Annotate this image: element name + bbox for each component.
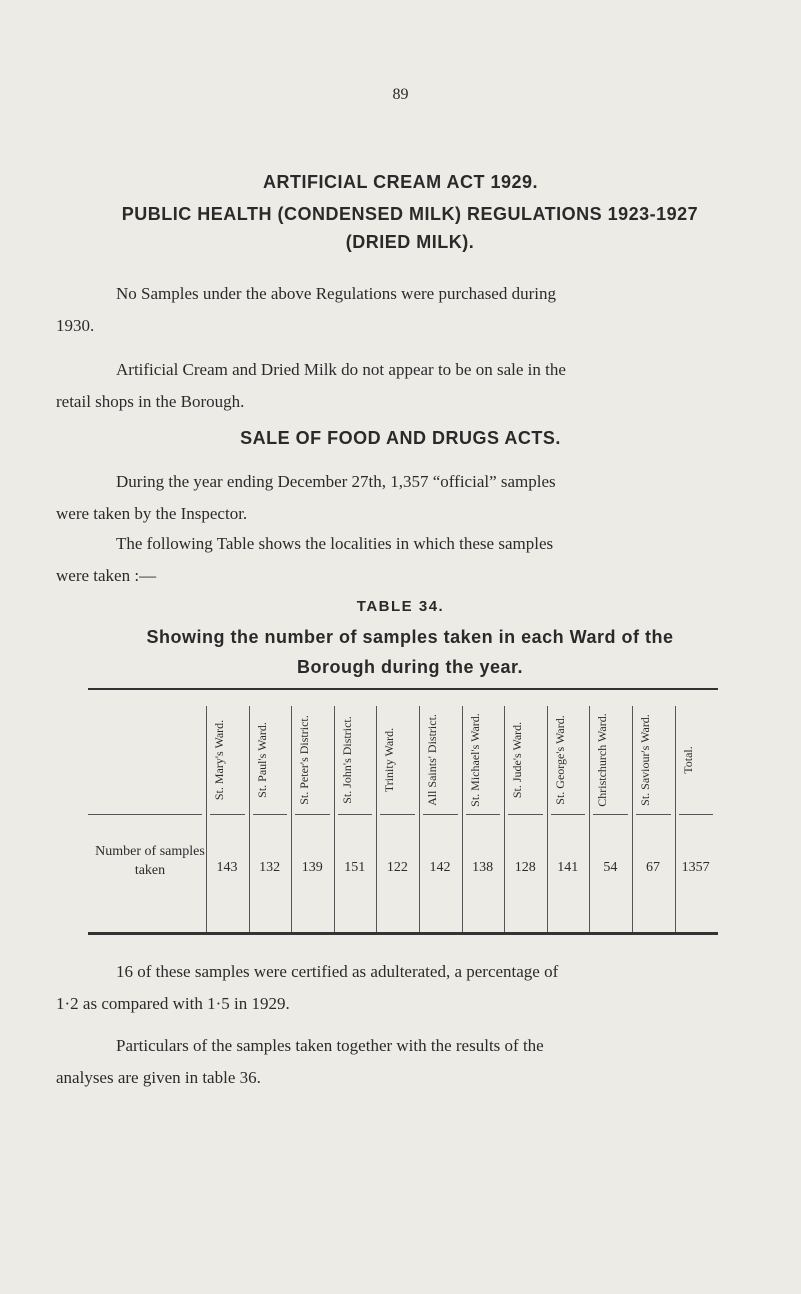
table-cell: 151 (344, 860, 366, 875)
table-column-divider (589, 706, 590, 932)
table-bottom-rule (88, 932, 718, 935)
column-header: St. John's District. (339, 716, 354, 804)
table-top-rule (88, 688, 718, 690)
table-cell: 142 (429, 860, 451, 875)
table-header-underline (551, 814, 586, 815)
table-header-underline (210, 814, 245, 815)
table-cell: 132 (259, 860, 281, 875)
page-number: 89 (392, 86, 409, 103)
paragraph-following-table (56, 528, 716, 592)
table-header-underline (593, 814, 628, 815)
table-header-underline (679, 814, 714, 815)
paragraph-line: were taken by the Inspector. (56, 504, 248, 523)
table-header-underline (380, 814, 415, 815)
table-header-underline (295, 814, 330, 815)
column-header: Trinity Ward. (382, 727, 397, 793)
paragraph-line: 16 of these samples were certified as adulterated, a percentage of (116, 962, 559, 981)
paragraph-line: The following Table shows the localities in which these samples (116, 534, 554, 553)
table-column-divider (376, 706, 377, 932)
table-cell: 128 (514, 860, 536, 875)
table-column-divider (249, 706, 250, 932)
table-cell: 141 (557, 860, 579, 875)
paragraph-line: Particulars of the samples taken together with the results of the (116, 1036, 544, 1055)
table-cell: 67 (646, 860, 660, 875)
column-header: St. Paul's Ward. (254, 722, 269, 798)
heading-artificial-cream-act: ARTIFICIAL CREAM ACT 1929. (262, 172, 539, 192)
table-cell: 143 (216, 860, 238, 875)
paragraph-line: During the year ending December 27th, 1,357 “official” samples (116, 472, 556, 491)
table-header-underline (636, 814, 671, 815)
table-cell: 1357 (681, 860, 710, 875)
table-cell: 54 (603, 860, 618, 875)
paragraph-line: 1·2 as compared with 1·5 in 1929. (56, 994, 290, 1013)
table-column-divider (334, 706, 335, 932)
paragraph-line: retail shops in the Borough. (56, 392, 245, 411)
table-column-divider (632, 706, 633, 932)
paragraph-line: 1930. (56, 316, 95, 335)
table-column-divider (675, 706, 676, 932)
paragraph-line: analyses are given in table 36. (56, 1068, 261, 1087)
table-header-underline (423, 814, 458, 815)
table-cell: 138 (472, 860, 494, 875)
column-header: St. Michael's Ward. (467, 713, 482, 807)
column-header: St. Peter's District. (297, 715, 312, 805)
table-caption-line: Borough during the year. (296, 657, 523, 677)
table-column-divider (462, 706, 463, 932)
table-label: TABLE 34. (356, 598, 445, 615)
samples-table (88, 688, 718, 938)
table-header-underline (508, 814, 543, 815)
table-column-divider (291, 706, 292, 932)
table-header-underline (253, 814, 288, 815)
heading-sale-of-food-and-drugs: SALE OF FOOD AND DRUGS ACTS. (240, 428, 561, 448)
table-header-underline (466, 814, 501, 815)
column-header: St. Mary's Ward. (212, 719, 226, 801)
table-caption-line: Showing the number of samples taken in each Ward of the (146, 627, 674, 647)
paragraph-adulterated (56, 956, 716, 1020)
table-header-underline (338, 814, 373, 815)
table-column-divider (547, 706, 548, 932)
table-cell: 122 (386, 860, 408, 875)
table-column-divider (419, 706, 420, 932)
column-header: Christchurch Ward. (595, 713, 610, 807)
column-header: St. Saviour's Ward. (638, 714, 652, 806)
column-header: St. George's Ward. (552, 715, 567, 805)
paragraph-no-samples (56, 278, 716, 342)
paragraph-during-year (56, 466, 716, 530)
table-caption (100, 622, 720, 682)
column-header: Total. (680, 746, 695, 774)
heading-public-health-regulations: PUBLIC HEALTH (CONDENSED MILK) REGULATIONS 1923-1927 (121, 204, 699, 224)
column-header: St. Jude's Ward. (510, 721, 525, 799)
table-header-underline (88, 814, 202, 815)
row-label-number-of-samples: Number of samples taken (95, 844, 205, 878)
paragraph-particulars (56, 1030, 716, 1094)
column-header: All Saints' District. (425, 714, 439, 806)
heading-dried-milk: (DRIED MILK). (345, 232, 475, 252)
table-column-divider (504, 706, 505, 932)
paragraph-line: No Samples under the above Regulations were purchased during (116, 284, 556, 303)
table-cell: 139 (301, 860, 323, 875)
paragraph-line: were taken :— (56, 566, 157, 585)
paragraph-artificial-cream (56, 354, 716, 418)
paragraph-line: Artificial Cream and Dried Milk do not appear to be on sale in the (116, 360, 566, 379)
table-column-divider (206, 706, 207, 932)
